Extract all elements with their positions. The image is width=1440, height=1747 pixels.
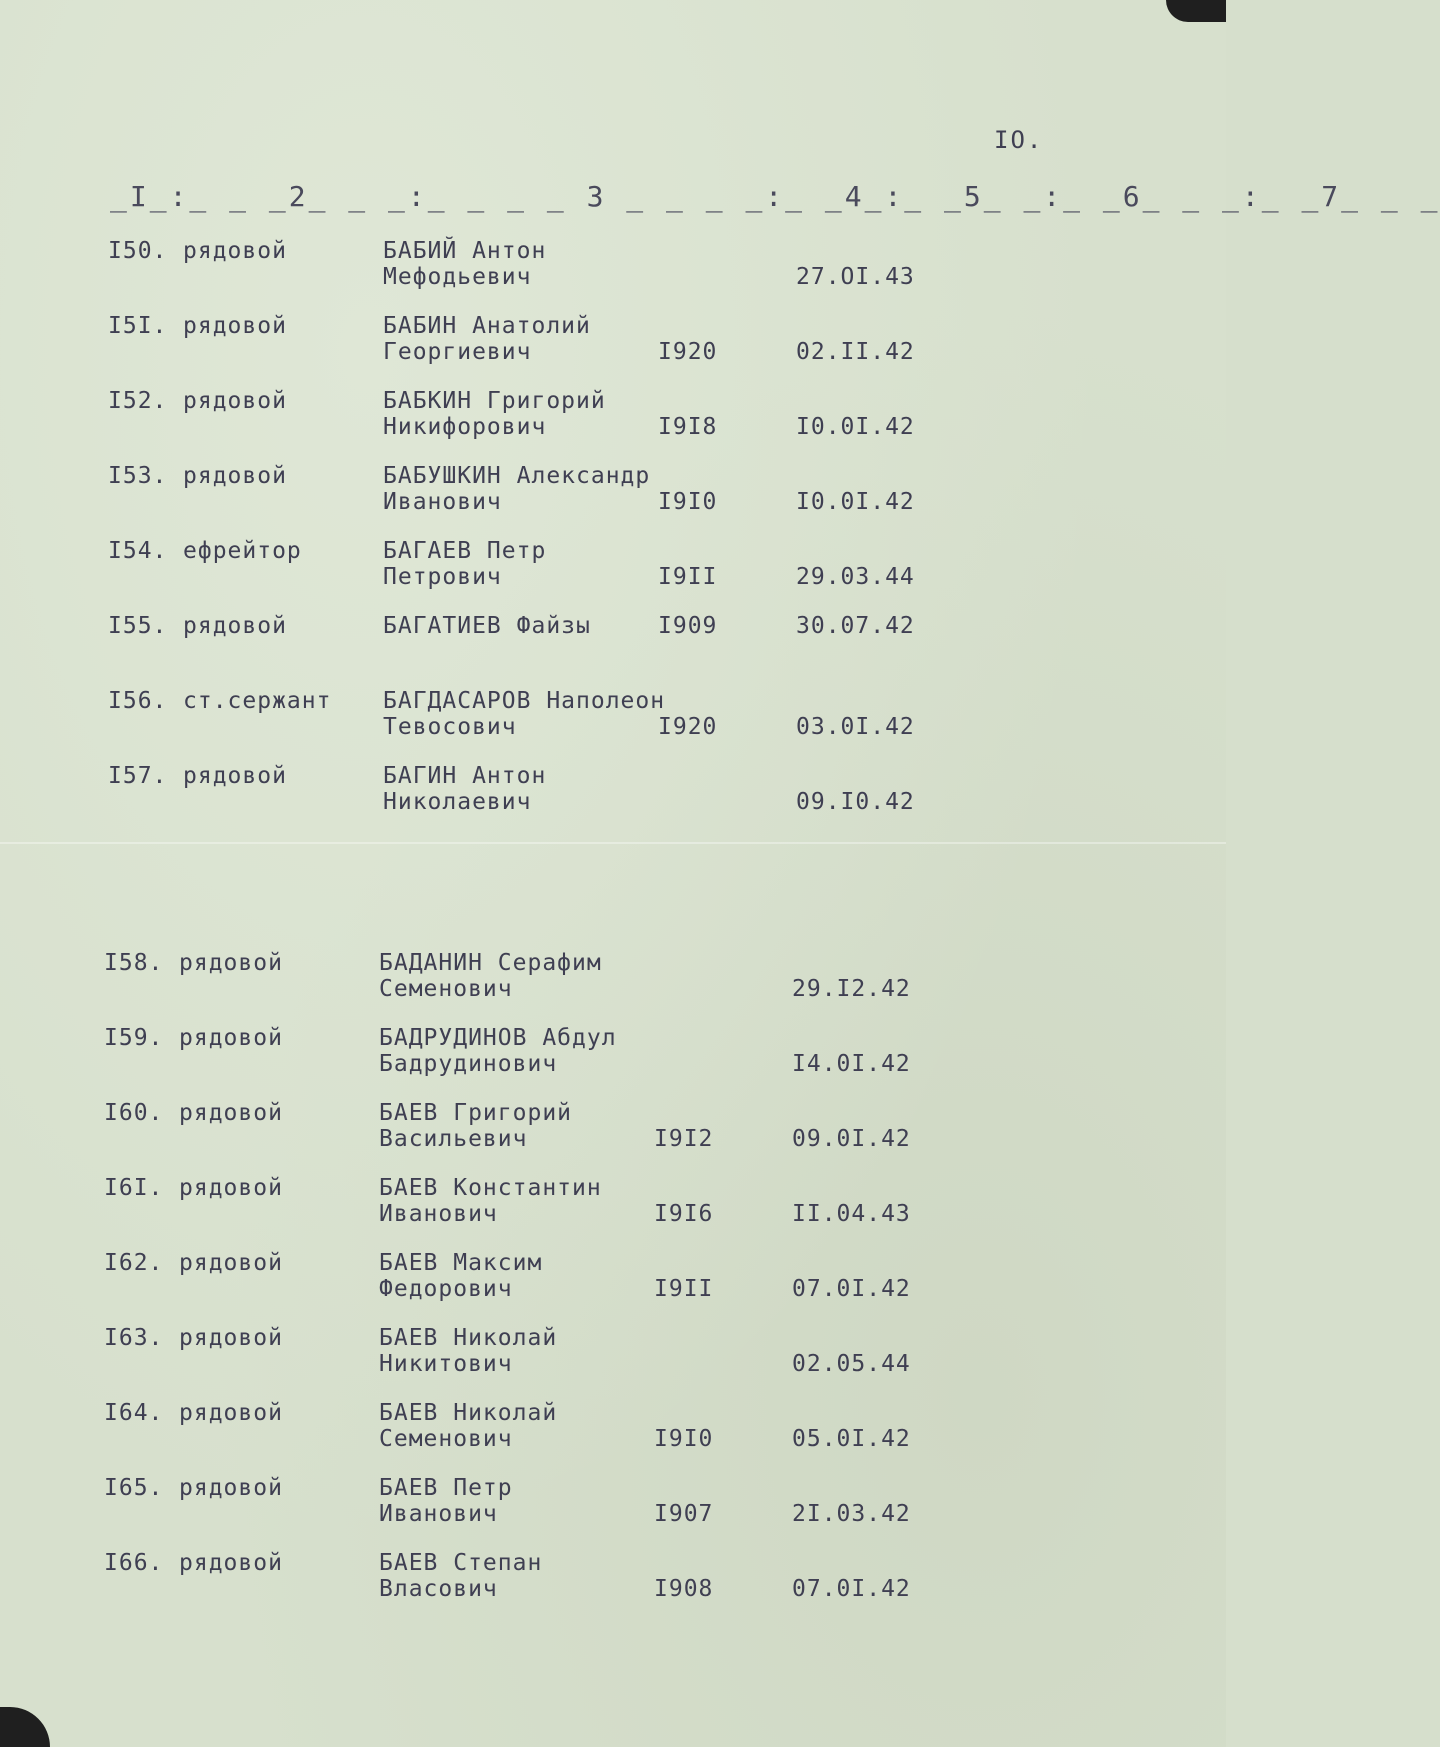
patronymic: Бадрудинович — [379, 1051, 558, 1077]
date: 02.II.42 — [796, 339, 915, 365]
date: 09.I0.42 — [796, 789, 915, 815]
birth-year: I907 — [654, 1501, 714, 1527]
row-number: I50. — [108, 238, 168, 264]
birth-year: I9II — [654, 1276, 714, 1302]
birth-year: I920 — [658, 714, 718, 740]
patronymic: Тевосович — [383, 714, 517, 740]
date: 09.0I.42 — [792, 1126, 911, 1152]
date: 2I.03.42 — [792, 1501, 911, 1527]
date: I4.0I.42 — [792, 1051, 911, 1077]
page-corner-shadow — [1166, 0, 1226, 22]
birth-year: I920 — [658, 339, 718, 365]
surname-given-name: БАЕВ Константин — [379, 1175, 602, 1201]
rank: рядовой — [183, 613, 287, 639]
row-number: I55. — [108, 613, 168, 639]
table-row — [104, 1550, 911, 1614]
surname-given-name: БАЕВ Степан — [379, 1550, 543, 1576]
paper-fold — [0, 842, 1226, 844]
patronymic: Власович — [379, 1576, 498, 1602]
row-number: I65. — [104, 1475, 164, 1501]
patronymic: Никитович — [379, 1351, 513, 1377]
patronymic: Петрович — [383, 564, 502, 590]
patronymic: Семенович — [379, 1426, 513, 1452]
rank: рядовой — [179, 1175, 283, 1201]
row-number: I60. — [104, 1100, 164, 1126]
column-header — [110, 180, 1440, 220]
table-row — [108, 463, 915, 527]
birth-year: I9I6 — [654, 1201, 714, 1227]
row-number: I58. — [104, 950, 164, 976]
row-number: I56. — [108, 688, 168, 714]
table-row — [104, 1325, 911, 1389]
patronymic: Иванович — [383, 489, 502, 515]
row-number: I64. — [104, 1400, 164, 1426]
patronymic: Федорович — [379, 1276, 513, 1302]
table-row — [104, 1250, 911, 1314]
birth-year: I9I0 — [658, 489, 718, 515]
surname-given-name: БАБКИН Григорий — [383, 388, 606, 414]
date: 30.07.42 — [796, 613, 915, 639]
page-corner-shadow — [0, 1707, 50, 1747]
surname-given-name: БАЕВ Максим — [379, 1250, 543, 1276]
patronymic: Николаевич — [383, 789, 532, 815]
table-row — [104, 1175, 911, 1239]
rank: ефрейтор — [183, 538, 302, 564]
row-number: I54. — [108, 538, 168, 564]
row-number: I5I. — [108, 313, 168, 339]
table-row — [104, 1400, 911, 1464]
row-number: I63. — [104, 1325, 164, 1351]
date: II.04.43 — [792, 1201, 911, 1227]
date: 07.0I.42 — [792, 1276, 911, 1302]
birth-year: I9I0 — [654, 1426, 714, 1452]
row-number: I6I. — [104, 1175, 164, 1201]
surname-given-name: БАБУШКИН Александр — [383, 463, 651, 489]
birth-year: I9I8 — [658, 414, 718, 440]
rank: рядовой — [183, 238, 287, 264]
rank: рядовой — [179, 1025, 283, 1051]
rank: рядовой — [183, 388, 287, 414]
patronymic: Иванович — [379, 1201, 498, 1227]
row-number: I66. — [104, 1550, 164, 1576]
rank: рядовой — [179, 950, 283, 976]
birth-year: I9I2 — [654, 1126, 714, 1152]
table-row — [104, 950, 911, 1014]
rank: рядовой — [179, 1250, 283, 1276]
surname-given-name: БАГАТИЕВ Файзы — [383, 613, 591, 639]
date: 05.0I.42 — [792, 1426, 911, 1452]
birth-year: I9II — [658, 564, 718, 590]
rank: рядовой — [183, 763, 287, 789]
table-row — [108, 688, 915, 752]
row-number: I62. — [104, 1250, 164, 1276]
date: 07.0I.42 — [792, 1576, 911, 1602]
patronymic: Георгиевич — [383, 339, 532, 365]
rank: рядовой — [179, 1400, 283, 1426]
row-number: I52. — [108, 388, 168, 414]
table-row — [104, 1025, 911, 1089]
table-row — [104, 1100, 911, 1164]
table-row — [108, 238, 915, 302]
surname-given-name: БАГИН Антон — [383, 763, 547, 789]
rank: рядовой — [183, 463, 287, 489]
rank: ст.сержант — [183, 688, 332, 714]
surname-given-name: БАЕВ Николай — [379, 1325, 558, 1351]
date: I0.0I.42 — [796, 489, 915, 515]
rank: рядовой — [179, 1100, 283, 1126]
table-row — [104, 1475, 911, 1539]
patronymic: Иванович — [379, 1501, 498, 1527]
date: 29.I2.42 — [792, 976, 911, 1002]
table-row — [108, 763, 915, 827]
patronymic: Семенович — [379, 976, 513, 1002]
row-number: I53. — [108, 463, 168, 489]
table-row — [108, 313, 915, 377]
table-row — [108, 613, 915, 677]
table-row — [108, 538, 915, 602]
patronymic: Васильевич — [379, 1126, 528, 1152]
date: 02.05.44 — [792, 1351, 911, 1377]
surname-given-name: БАЕВ Григорий — [379, 1100, 573, 1126]
table-row — [108, 388, 915, 452]
surname-given-name: БАГАЕВ Петр — [383, 538, 547, 564]
surname-given-name: БАБИН Анатолий — [383, 313, 591, 339]
date: 03.0I.42 — [796, 714, 915, 740]
column-header-text: _I_:_ _ _2_ _ _:_ _ _ _ 3 _ _ _ _:_ _4_:_ _5_ _:_ _6_ _ _:_ _7_ _ _ — [110, 180, 1440, 213]
row-number: I57. — [108, 763, 168, 789]
surname-given-name: БАГДАСАРОВ Наполеон — [383, 688, 666, 714]
date: 27.OI.43 — [796, 264, 915, 290]
surname-given-name: БАБИЙ Антон — [383, 238, 547, 264]
patronymic: Мефодьевич — [383, 264, 532, 290]
page-number: IO. — [994, 126, 1044, 154]
date: 29.03.44 — [796, 564, 915, 590]
rank: рядовой — [179, 1550, 283, 1576]
surname-given-name: БАДРУДИНОВ Абдул — [379, 1025, 617, 1051]
surname-given-name: БАЕВ Петр — [379, 1475, 513, 1501]
birth-year: I908 — [654, 1576, 714, 1602]
surname-given-name: БАДАНИН Серафим — [379, 950, 602, 976]
row-number: I59. — [104, 1025, 164, 1051]
rank: рядовой — [179, 1475, 283, 1501]
rank: рядовой — [179, 1325, 283, 1351]
surname-given-name: БАЕВ Николай — [379, 1400, 558, 1426]
rank: рядовой — [183, 313, 287, 339]
patronymic: Никифорович — [383, 414, 547, 440]
date: I0.0I.42 — [796, 414, 915, 440]
birth-year: I909 — [658, 613, 718, 639]
